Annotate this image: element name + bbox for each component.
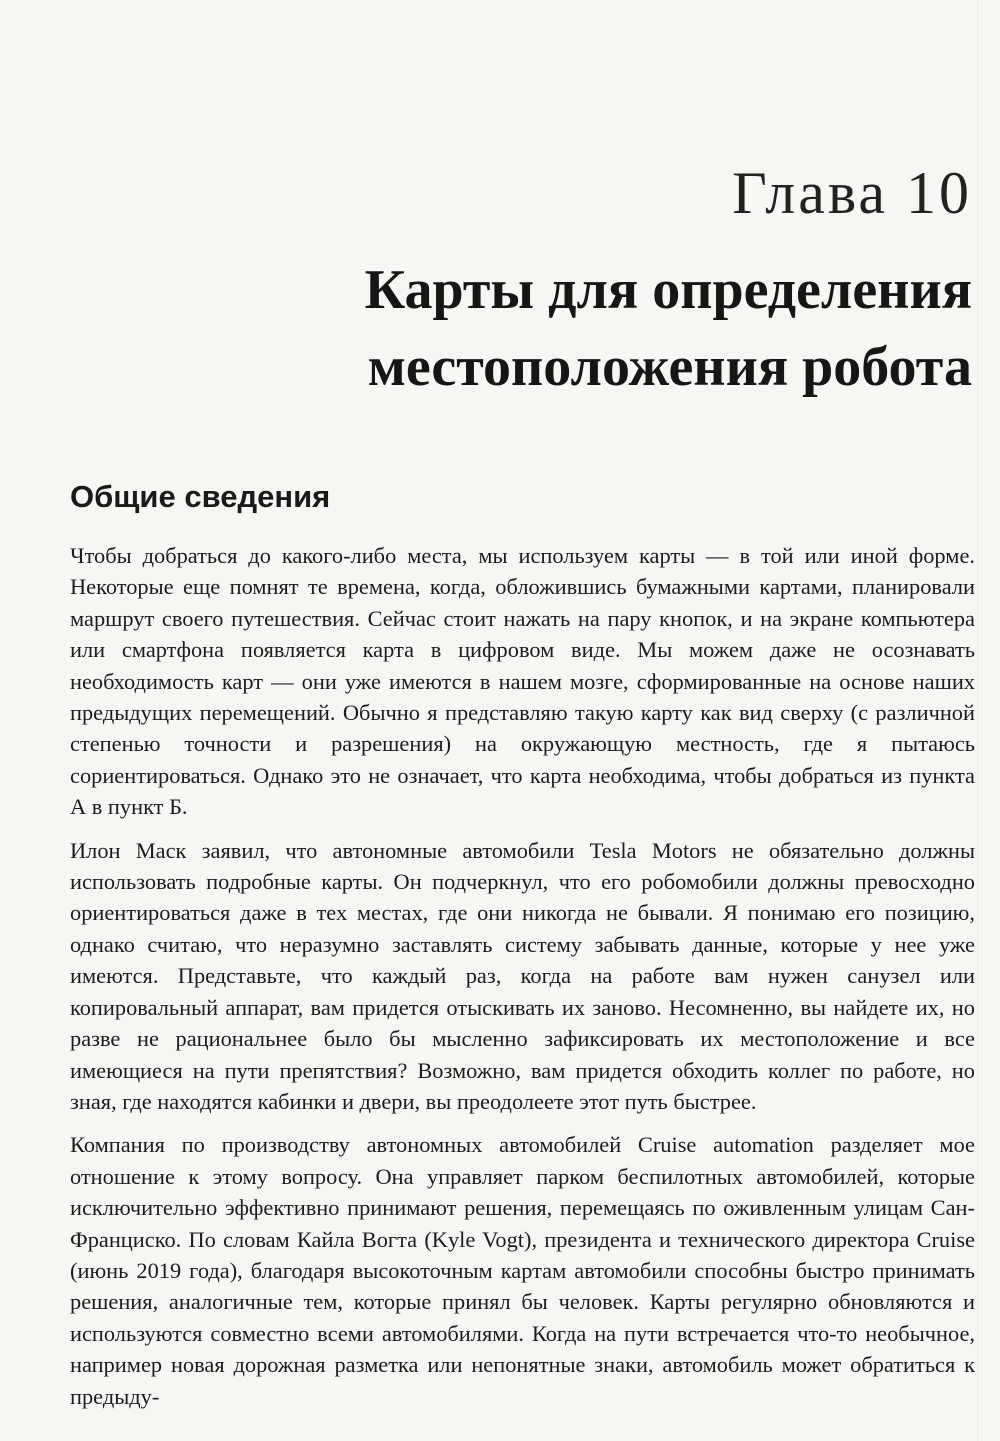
- page-edge: [977, 0, 978, 1441]
- chapter-title-line-1: Карты для определения: [364, 259, 972, 321]
- chapter-title: [272, 252, 972, 406]
- chapter-label: Глава 10: [732, 160, 972, 226]
- chapter-title-line-2: местоположения робота: [367, 336, 972, 398]
- section-heading: Общие сведения: [70, 479, 331, 514]
- paragraph-1: Чтобы добраться до какого-либо места, мы используем карты — в той или иной форме. Некоторые еще помнят те времена, когда, обложившись бумажными картами, планировали маршрут своего путешествия. Сейчас стоит нажать на пару кнопок, и на экране компьютера или смартфона появляется карта в цифровом виде. Мы можем даже не осознавать необходимость карт — они уже имеются в нашем мозге, сформированные на основе наших предыдущих перемещений. Обычно я представляю такую карту как вид сверху (с различной степенью точности и разрешения) на окружающую местность, где я пытаюсь сориентироваться. Однако это не означает, что карта необходима, чтобы добраться из пункта А в пункт Б.: [70, 543, 975, 820]
- paragraph-2: Илон Маск заявил, что автономные автомобили Tesla Motors не обязательно должны использовать подробные карты. Он подчеркнул, что его робомобили должны превосходно ориентироваться даже в тех местах, где они никогда не бывали. Я понимаю его позицию, однако считаю, что неразумно заставлять систему забывать данные, которые у нее уже имеются. Представьте, что каждый раз, когда на работе вам нужен санузел или копировальный аппарат, вам придется отыскивать их заново. Несомненно, вы найдете их, но разве не рациональнее было бы мысленно зафиксировать их местоположение и все имеющиеся на пути препятствия? Возможно, вам придется обходить коллег по работе, но зная, где находятся кабинки и двери, вы преодолеете этот путь быстрее.: [70, 837, 975, 1114]
- paragraph-3: Компания по производству автономных автомобилей Cruise automation разделяет мое отношение к этому вопросу. Она управляет парком беспилотных автомобилей, которые исключительно эффективно принимают решения, перемещаясь по оживленным улицам Сан-Франциско. По словам Кайла Вогта (Kyle Vogt), президента и технического директора Cruise (июнь 2019 года), благодаря высокоточным картам автомобили способны быстро принимать решения, аналогичные тем, которые принял бы человек. Карты регулярно обновляются и используются совместно всеми автомобилями. Когда на пути встречается что-то необычное, например новая дорожная разметка или непонятные знаки, автомобиль может обратиться к предыду-: [70, 1132, 975, 1409]
- body-text: [70, 540, 975, 1424]
